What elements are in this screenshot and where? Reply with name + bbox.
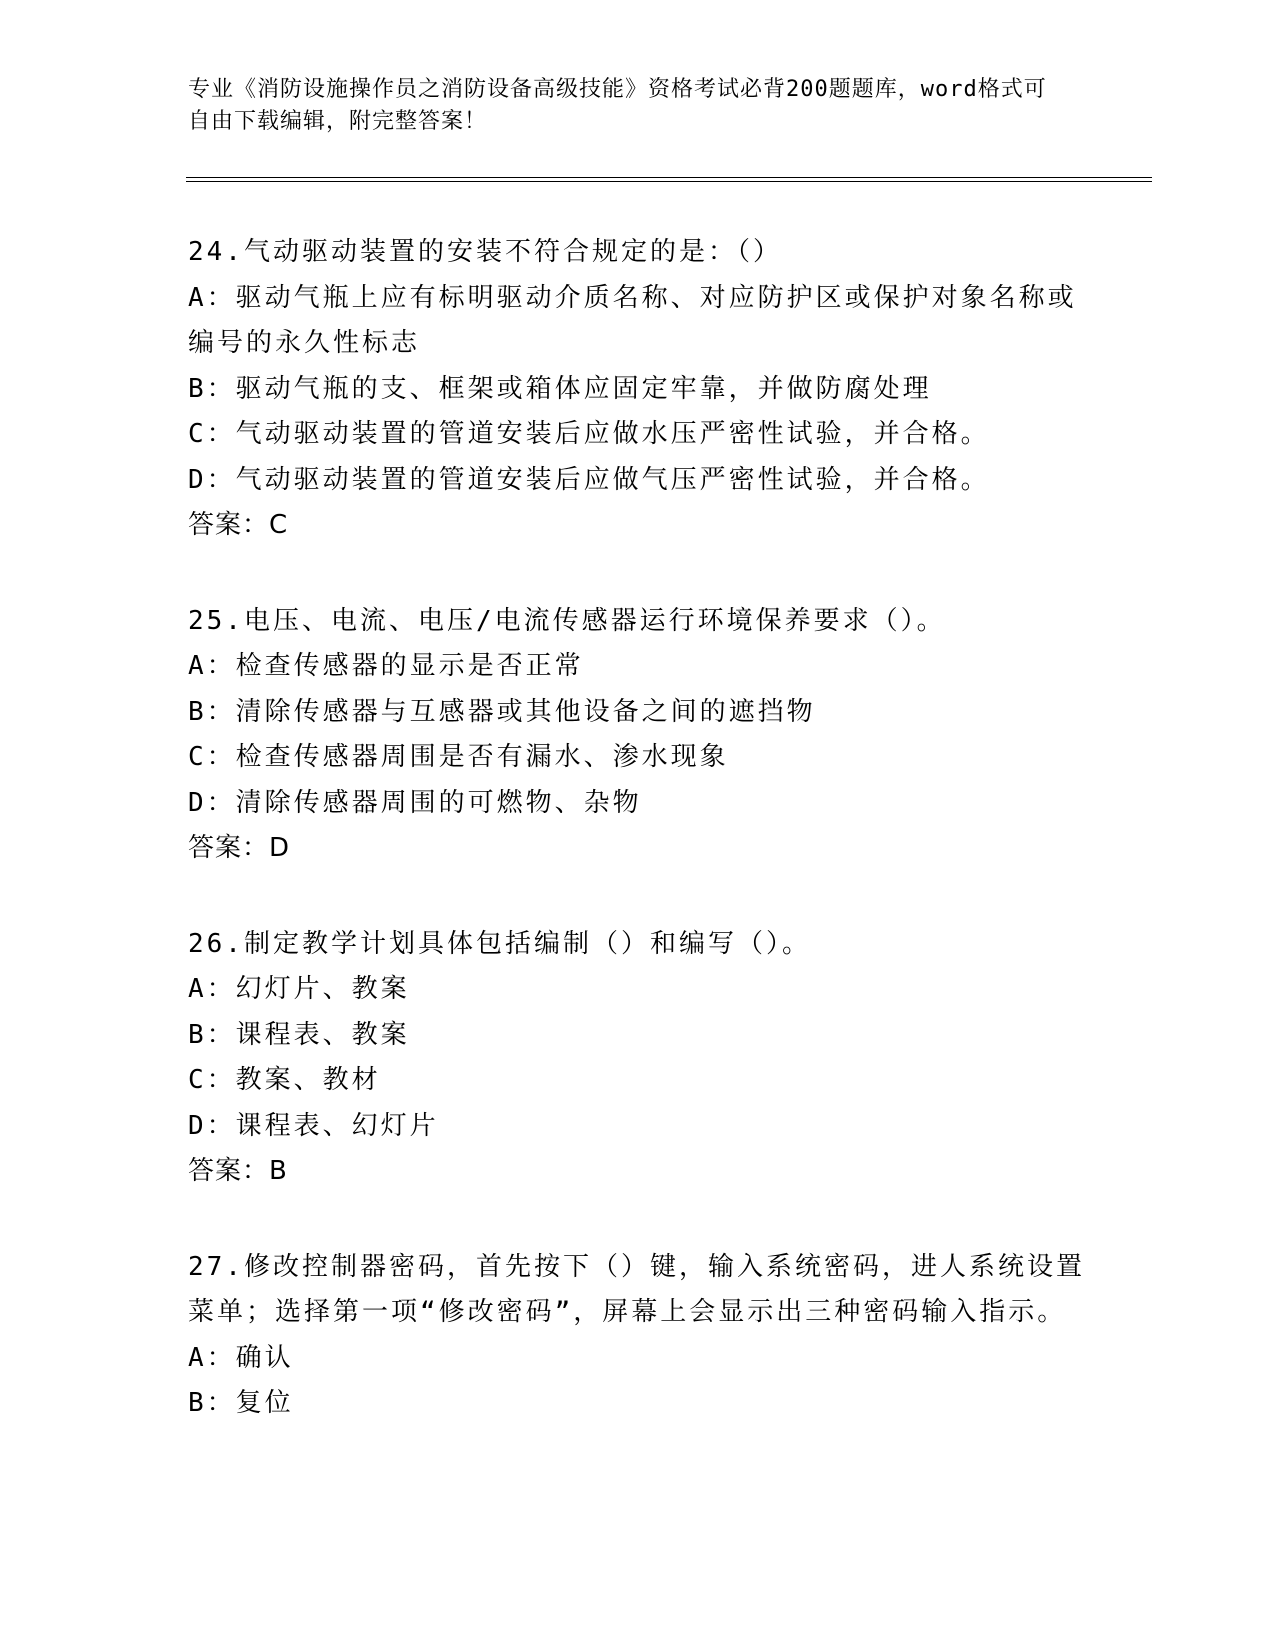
header-text: 专业《消防设施操作员之消防设备高级技能》资格考试必背200题题库，word格式可自由下载编辑，附完整答案！ [188, 77, 1047, 134]
option-b: B：驱动气瓶的支、框架或箱体应固定牢靠，并做防腐处理 [188, 373, 932, 404]
option-d: D：清除传感器周围的可燃物、杂物 [188, 787, 642, 818]
option-a: A：确认 [188, 1342, 294, 1373]
option-c: C：检查传感器周围是否有漏水、渗水现象 [188, 742, 729, 772]
question-27 [188, 1245, 1088, 1427]
question-stem: 24.气动驱动装置的安装不符合规定的是：（） [188, 237, 782, 267]
question-25 [188, 599, 1088, 872]
document-header [188, 74, 1068, 138]
option-a: A：幻灯片、教案 [188, 974, 410, 1004]
option-d: D：课程表、幻灯片 [188, 1110, 439, 1141]
question-list [188, 230, 1088, 1427]
header-double-rule [186, 177, 1152, 182]
option-c: C：教案、教材 [188, 1065, 381, 1095]
answer-label: 答案：C [188, 510, 289, 540]
option-b: B：课程表、教案 [188, 1019, 410, 1050]
question-stem: 25.电压、电流、电压/电流传感器运行环境保养要求（）。 [188, 605, 946, 636]
question-stem: 26.制定教学计划具体包括编制（）和编写（）。 [188, 928, 811, 959]
question-24 [188, 230, 1088, 549]
answer-label: 答案：D [188, 833, 291, 863]
option-b: B：清除传感器与互感器或其他设备之间的遮挡物 [188, 696, 816, 727]
answer-label: 答案：B [188, 1156, 288, 1186]
option-a: A：驱动气瓶上应有标明驱动介质名称、对应防护区或保护对象名称或编号的永久性标志 [188, 282, 1077, 358]
question-stem: 27.修改控制器密码，首先按下（）键，输入系统密码，进人系统设置菜单；选择第一项“修改密码”，屏幕上会显示出三种密码输入指示。 [188, 1251, 1085, 1327]
option-c: C：气动驱动装置的管道安装后应做水压严密性试验，并合格。 [188, 419, 990, 449]
question-26 [188, 922, 1088, 1195]
option-b: B：复位 [188, 1388, 294, 1418]
option-d: D：气动驱动装置的管道安装后应做气压严密性试验，并合格。 [188, 464, 990, 495]
option-a: A：检查传感器的显示是否正常 [188, 651, 584, 681]
